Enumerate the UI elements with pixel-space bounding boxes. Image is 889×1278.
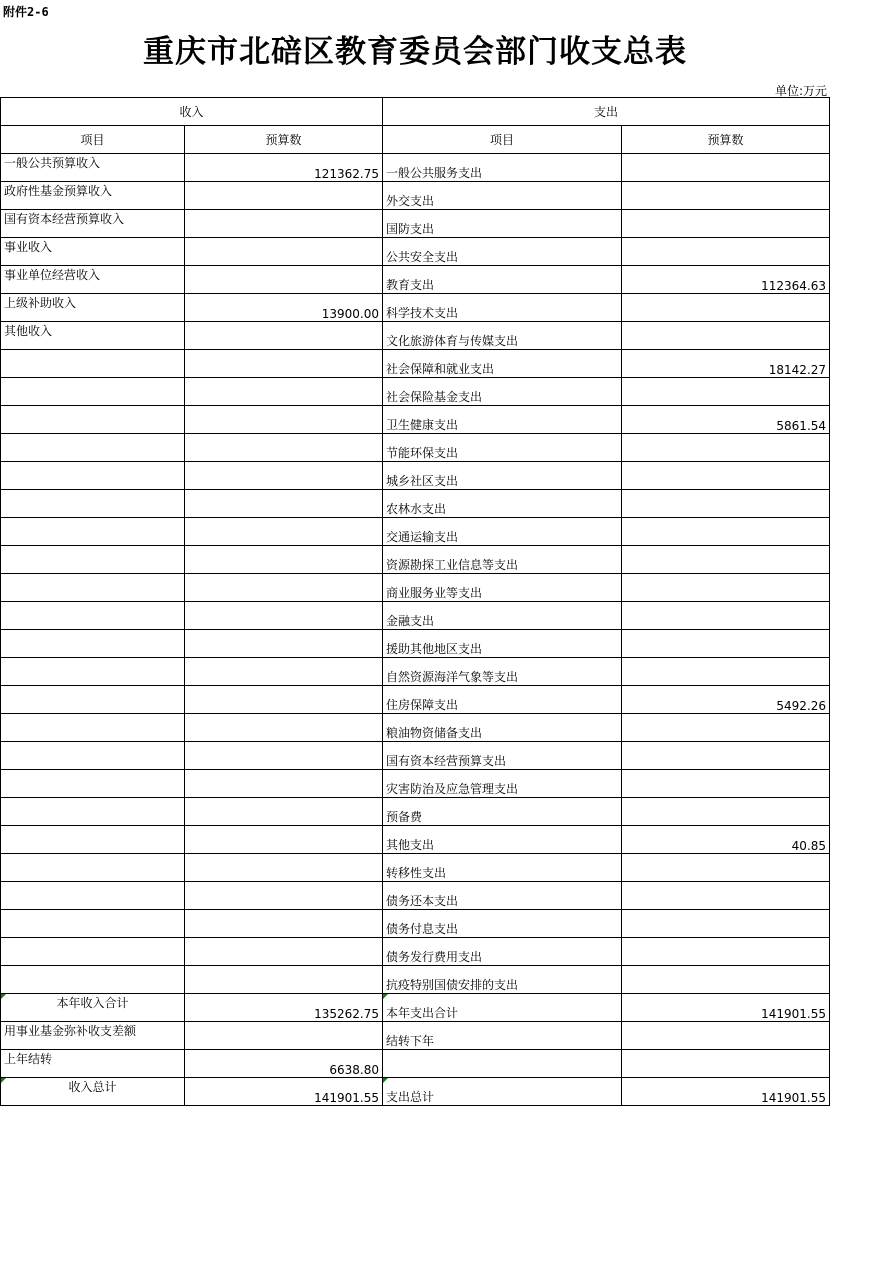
table-row [1,854,830,882]
income-item-label [1,854,185,882]
income-item-label [1,350,185,378]
prev-carry-value: 6638.80 [185,1050,383,1078]
expense-item-value [622,182,830,210]
income-item-label: 国有资本经营预算收入 [1,210,185,238]
income-item-label [1,658,185,686]
income-item-value [185,490,383,518]
expense-item-value: 112364.63 [622,266,830,294]
expense-item-label: 教育支出 [383,266,622,294]
income-item-label [1,742,185,770]
expense-item-value [622,574,830,602]
income-item-value [185,518,383,546]
expense-item-label: 卫生健康支出 [383,406,622,434]
empty-cell [383,1050,622,1078]
empty-cell [622,1050,830,1078]
expense-item-value [622,210,830,238]
expense-item-label: 金融支出 [383,602,622,630]
table-row [1,266,830,294]
fund-cover-value [185,1022,383,1050]
expense-item-value [622,770,830,798]
expense-item-value: 5492.26 [622,686,830,714]
carry-next-value [622,1022,830,1050]
income-item-label: 政府性基金预算收入 [1,182,185,210]
income-item-value [185,434,383,462]
expense-item-label: 债务付息支出 [383,910,622,938]
income-item-label: 事业收入 [1,238,185,266]
income-item-value [185,602,383,630]
income-header: 收入 [1,98,383,126]
income-item-value [185,658,383,686]
expense-item-value [622,630,830,658]
attachment-label: 附件2-6 [3,5,49,19]
table-row [1,714,830,742]
income-item-value [185,966,383,994]
income-item-value [185,574,383,602]
expense-item-label: 债务还本支出 [383,882,622,910]
prev-carry-row [1,1050,830,1078]
expense-item-label: 援助其他地区支出 [383,630,622,658]
income-item-value [185,238,383,266]
income-item-value [185,938,383,966]
page-title: 重庆市北碚区教育委员会部门收支总表 [143,34,687,70]
table-row [1,686,830,714]
income-item-label [1,910,185,938]
grand-expense-label: 支出总计 [383,1078,622,1106]
income-item-label [1,826,185,854]
income-item-value [185,210,383,238]
table-row [1,378,830,406]
table-row [1,210,830,238]
table-row [1,630,830,658]
income-item-value: 13900.00 [185,294,383,322]
table-row [1,154,830,182]
income-item-value [185,266,383,294]
expense-item-label: 城乡社区支出 [383,462,622,490]
income-item-value [185,630,383,658]
expense-item-label: 一般公共服务支出 [383,154,622,182]
year-expense-total-value: 141901.55 [622,994,830,1022]
expense-item-value [622,490,830,518]
table-row [1,322,830,350]
income-item-value [185,378,383,406]
income-item-value [185,322,383,350]
table-row [1,574,830,602]
income-item-label [1,798,185,826]
table-row [1,462,830,490]
table-row [1,910,830,938]
income-item-value [185,742,383,770]
grand-total-row [1,1078,830,1106]
expense-item-label: 节能环保支出 [383,434,622,462]
expense-item-value [622,322,830,350]
income-item-value [185,686,383,714]
table-row [1,658,830,686]
expense-item-value: 5861.54 [622,406,830,434]
expense-item-value [622,882,830,910]
fund-cover-label: 用事业基金弥补收支差额 [1,1022,185,1050]
income-item-label: 事业单位经营收入 [1,266,185,294]
income-item-value [185,406,383,434]
income-item-label [1,602,185,630]
income-item-value [185,882,383,910]
expense-item-value [622,294,830,322]
expense-item-label: 社会保障和就业支出 [383,350,622,378]
income-item-label: 上级补助收入 [1,294,185,322]
income-item-label: 其他收入 [1,322,185,350]
income-item-value [185,462,383,490]
income-item-label [1,686,185,714]
income-item-value [185,350,383,378]
expense-item-value [622,966,830,994]
income-item-label [1,770,185,798]
expense-budget-header: 预算数 [622,126,830,154]
income-budget-header: 预算数 [185,126,383,154]
table-row [1,406,830,434]
expense-item-value [622,602,830,630]
fund-cover-row [1,1022,830,1050]
expense-item-label: 债务发行费用支出 [383,938,622,966]
table-row [1,490,830,518]
expense-item-header: 项目 [383,126,622,154]
table-row [1,294,830,322]
income-item-label [1,406,185,434]
grand-income-label: 收入总计 [1,1078,185,1106]
expense-item-value [622,798,830,826]
expense-item-label: 商业服务业等支出 [383,574,622,602]
income-item-label [1,574,185,602]
table-row [1,602,830,630]
expense-item-value [622,714,830,742]
year-income-total-label: 本年收入合计 [1,994,185,1022]
expense-item-value [622,910,830,938]
income-item-label [1,518,185,546]
expense-item-label: 国有资本经营预算支出 [383,742,622,770]
expense-item-label: 灾害防治及应急管理支出 [383,770,622,798]
year-income-total-value: 135262.75 [185,994,383,1022]
expense-item-label: 转移性支出 [383,854,622,882]
unit-label: 单位:万元 [774,84,827,98]
budget-table [0,97,830,1106]
expense-item-value [622,742,830,770]
expense-header: 支出 [383,98,830,126]
expense-item-label: 预备费 [383,798,622,826]
expense-item-label: 外交支出 [383,182,622,210]
expense-item-label: 国防支出 [383,210,622,238]
grand-expense-value: 141901.55 [622,1078,830,1106]
table-row [1,546,830,574]
table-row [1,238,830,266]
income-item-value [185,826,383,854]
expense-item-value [622,518,830,546]
income-item-value [185,182,383,210]
income-item-label [1,714,185,742]
income-item-value: 121362.75 [185,154,383,182]
expense-item-value [622,462,830,490]
expense-item-label: 公共安全支出 [383,238,622,266]
table-row [1,938,830,966]
expense-item-label: 住房保障支出 [383,686,622,714]
income-item-label [1,966,185,994]
year-total-row [1,994,830,1022]
table-row [1,826,830,854]
table-row [1,518,830,546]
expense-item-label: 资源勘探工业信息等支出 [383,546,622,574]
year-expense-total-label: 本年支出合计 [383,994,622,1022]
expense-item-label: 粮油物资储备支出 [383,714,622,742]
expense-item-label: 其他支出 [383,826,622,854]
expense-item-value [622,434,830,462]
income-item-header: 项目 [1,126,185,154]
income-item-label [1,938,185,966]
column-header-row [1,126,830,154]
table-row [1,966,830,994]
section-header-row [1,98,830,126]
income-item-value [185,770,383,798]
expense-item-value [622,938,830,966]
expense-item-label: 抗疫特别国债安排的支出 [383,966,622,994]
expense-item-value [622,238,830,266]
expense-item-label: 科学技术支出 [383,294,622,322]
expense-item-label: 交通运输支出 [383,518,622,546]
expense-item-label: 自然资源海洋气象等支出 [383,658,622,686]
expense-item-label: 文化旅游体育与传媒支出 [383,322,622,350]
table-row [1,882,830,910]
expense-item-label: 农林水支出 [383,490,622,518]
income-item-value [185,798,383,826]
income-item-value [185,546,383,574]
table-row [1,350,830,378]
income-item-label [1,490,185,518]
grand-income-value: 141901.55 [185,1078,383,1106]
table-row [1,742,830,770]
expense-item-value [622,546,830,574]
table-row [1,434,830,462]
income-item-label [1,546,185,574]
income-item-label [1,378,185,406]
expense-item-value [622,854,830,882]
expense-item-value [622,154,830,182]
table-row [1,182,830,210]
expense-item-label: 社会保险基金支出 [383,378,622,406]
income-item-label [1,882,185,910]
carry-next-label: 结转下年 [383,1022,622,1050]
prev-carry-label: 上年结转 [1,1050,185,1078]
table-row [1,770,830,798]
table-row [1,798,830,826]
income-item-value [185,910,383,938]
expense-item-value [622,378,830,406]
income-item-label [1,630,185,658]
income-item-label [1,434,185,462]
income-item-value [185,714,383,742]
income-item-label [1,462,185,490]
expense-item-value [622,658,830,686]
expense-item-value: 18142.27 [622,350,830,378]
income-item-value [185,854,383,882]
expense-item-value: 40.85 [622,826,830,854]
income-item-label: 一般公共预算收入 [1,154,185,182]
